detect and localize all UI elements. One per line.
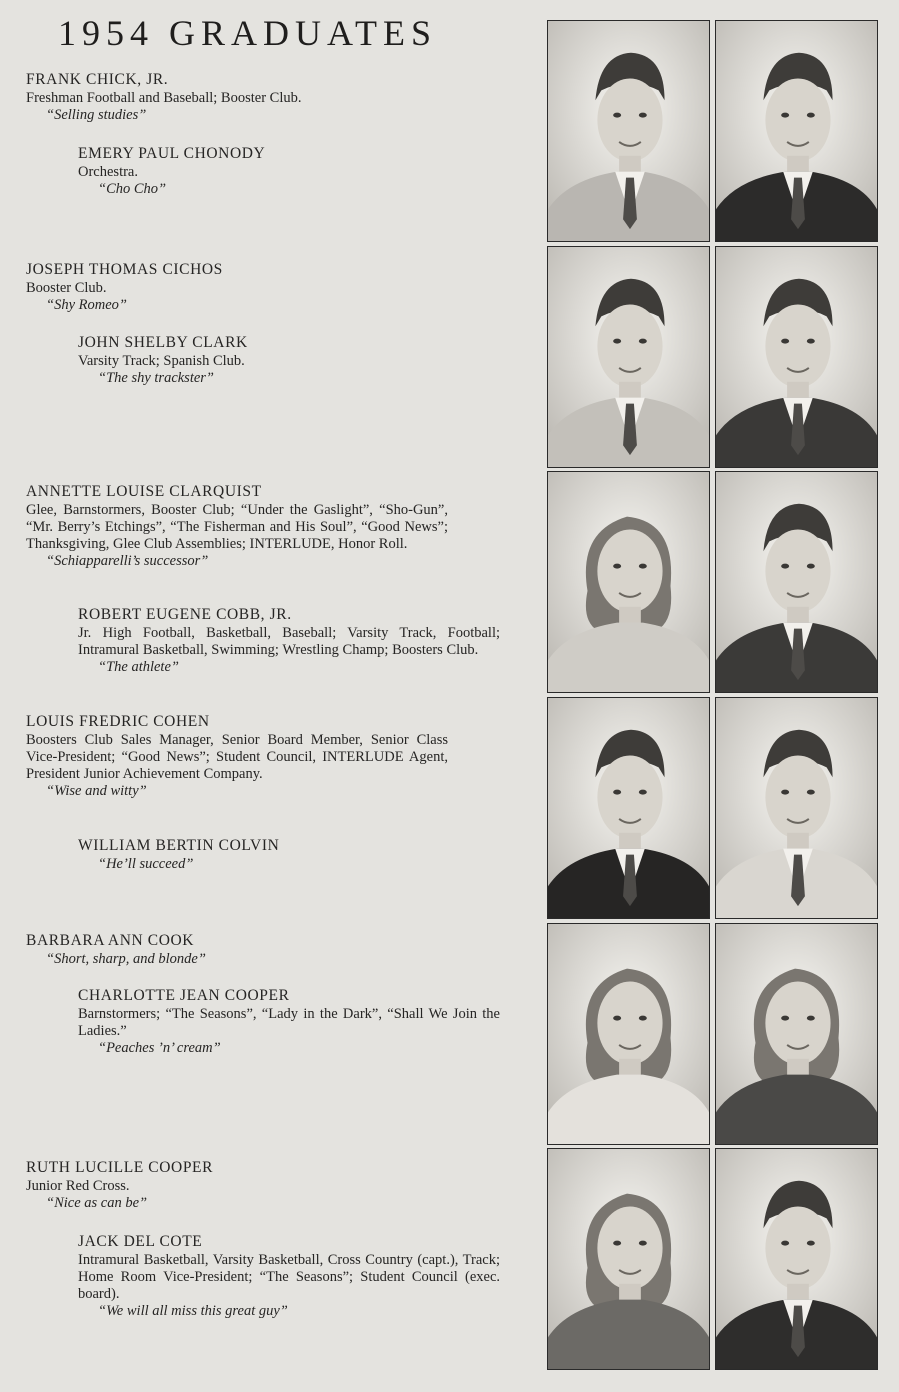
student-entry [78, 145, 500, 198]
student-activities: Boosters Club Sales Manager, Senior Board Member, Senior Class Vice-President; “Good News”; Student Council, INTERLUDE Agent, President Junior Achievement Company. [26, 732, 448, 782]
portrait-photo [715, 697, 878, 919]
portrait-photo [547, 697, 710, 919]
student-quote: “Shy Romeo” [46, 297, 127, 313]
student-name: LOUIS FREDRIC COHEN [26, 713, 210, 730]
student-name: FRANK CHICK, JR. [26, 71, 169, 88]
student-entry [78, 606, 500, 676]
student-entry [78, 334, 500, 387]
student-activities: Varsity Track; Spanish Club. [78, 353, 245, 369]
student-activities: Barnstormers; “The Seasons”, “Lady in the Dark”, “Shall We Join the Ladies.” [78, 1006, 500, 1039]
portrait-row [547, 923, 885, 1145]
page-title: 1954 GRADUATES [58, 13, 438, 53]
portrait-row [547, 246, 885, 468]
student-entry [26, 261, 506, 314]
student-name: JACK DEL COTE [78, 1233, 203, 1250]
portrait-photo [715, 246, 878, 468]
student-name: CHARLOTTE JEAN COOPER [78, 987, 290, 1004]
student-entry [26, 932, 506, 968]
student-name: EMERY PAUL CHONODY [78, 145, 266, 162]
student-entry [78, 837, 500, 873]
portrait-photo [715, 923, 878, 1145]
portrait-photo [547, 20, 710, 242]
student-quote: “Selling studies” [46, 107, 147, 123]
student-entry [78, 1233, 500, 1320]
student-quote: “He’ll succeed” [98, 856, 194, 872]
student-activities: Booster Club. [26, 280, 107, 296]
student-name: ANNETTE LOUISE CLARQUIST [26, 483, 262, 500]
student-quote: “Cho Cho” [98, 181, 167, 197]
student-activities: Jr. High Football, Basketball, Baseball; Varsity Track, Football; Intramural Basketball, Swimming; Wrestling Champ; Boosters Club. [78, 625, 500, 658]
student-quote: “The shy trackster” [98, 370, 214, 386]
student-entry [26, 1159, 506, 1212]
student-name: WILLIAM BERTIN COLVIN [78, 837, 280, 854]
student-entry [78, 987, 500, 1057]
portrait-photo [547, 246, 710, 468]
student-activities: Intramural Basketball, Varsity Basketball, Cross Country (capt.), Track; Home Room Vice-President; “The Seasons”; Student Council (exec. board). [78, 1252, 500, 1302]
portrait-photo [547, 471, 710, 693]
student-entry [26, 713, 448, 800]
student-entry [26, 71, 506, 124]
student-name: ROBERT EUGENE COBB, JR. [78, 606, 292, 623]
student-activities: Orchestra. [78, 164, 138, 180]
student-activities: Freshman Football and Baseball; Booster Club. [26, 90, 302, 106]
portrait-row [547, 697, 885, 919]
student-quote: “Short, sharp, and blonde” [46, 951, 206, 967]
student-quote: “The athlete” [98, 659, 179, 675]
student-name: BARBARA ANN COOK [26, 932, 195, 949]
student-quote: “We will all miss this great guy” [98, 1303, 288, 1319]
student-quote: “Wise and witty” [46, 783, 147, 799]
portrait-row [547, 471, 885, 693]
student-activities: Glee, Barnstormers, Booster Club; “Under the Gaslight”, “Sho-Gun”, “Mr. Berry’s Etchings”, “The Fisherman and His Soul”, “Good News”; Thanksgiving, Glee Club Assemblies; INTERLUDE, Honor Roll. [26, 502, 448, 552]
portrait-photo [547, 1148, 710, 1370]
portrait-photo [715, 20, 878, 242]
student-name: RUTH LUCILLE COOPER [26, 1159, 214, 1176]
portrait-row [547, 20, 885, 242]
portrait-photo [547, 923, 710, 1145]
student-quote: “Nice as can be” [46, 1195, 148, 1211]
portrait-photo [715, 1148, 878, 1370]
student-quote: “Schiapparelli’s successor” [46, 553, 209, 569]
portrait-photo [715, 471, 878, 693]
student-quote: “Peaches ’n’ cream” [98, 1040, 221, 1056]
student-name: JOSEPH THOMAS CICHOS [26, 261, 223, 278]
student-entry [26, 483, 448, 570]
portrait-row [547, 1148, 885, 1370]
student-activities: Junior Red Cross. [26, 1178, 130, 1194]
student-name: JOHN SHELBY CLARK [78, 334, 248, 351]
